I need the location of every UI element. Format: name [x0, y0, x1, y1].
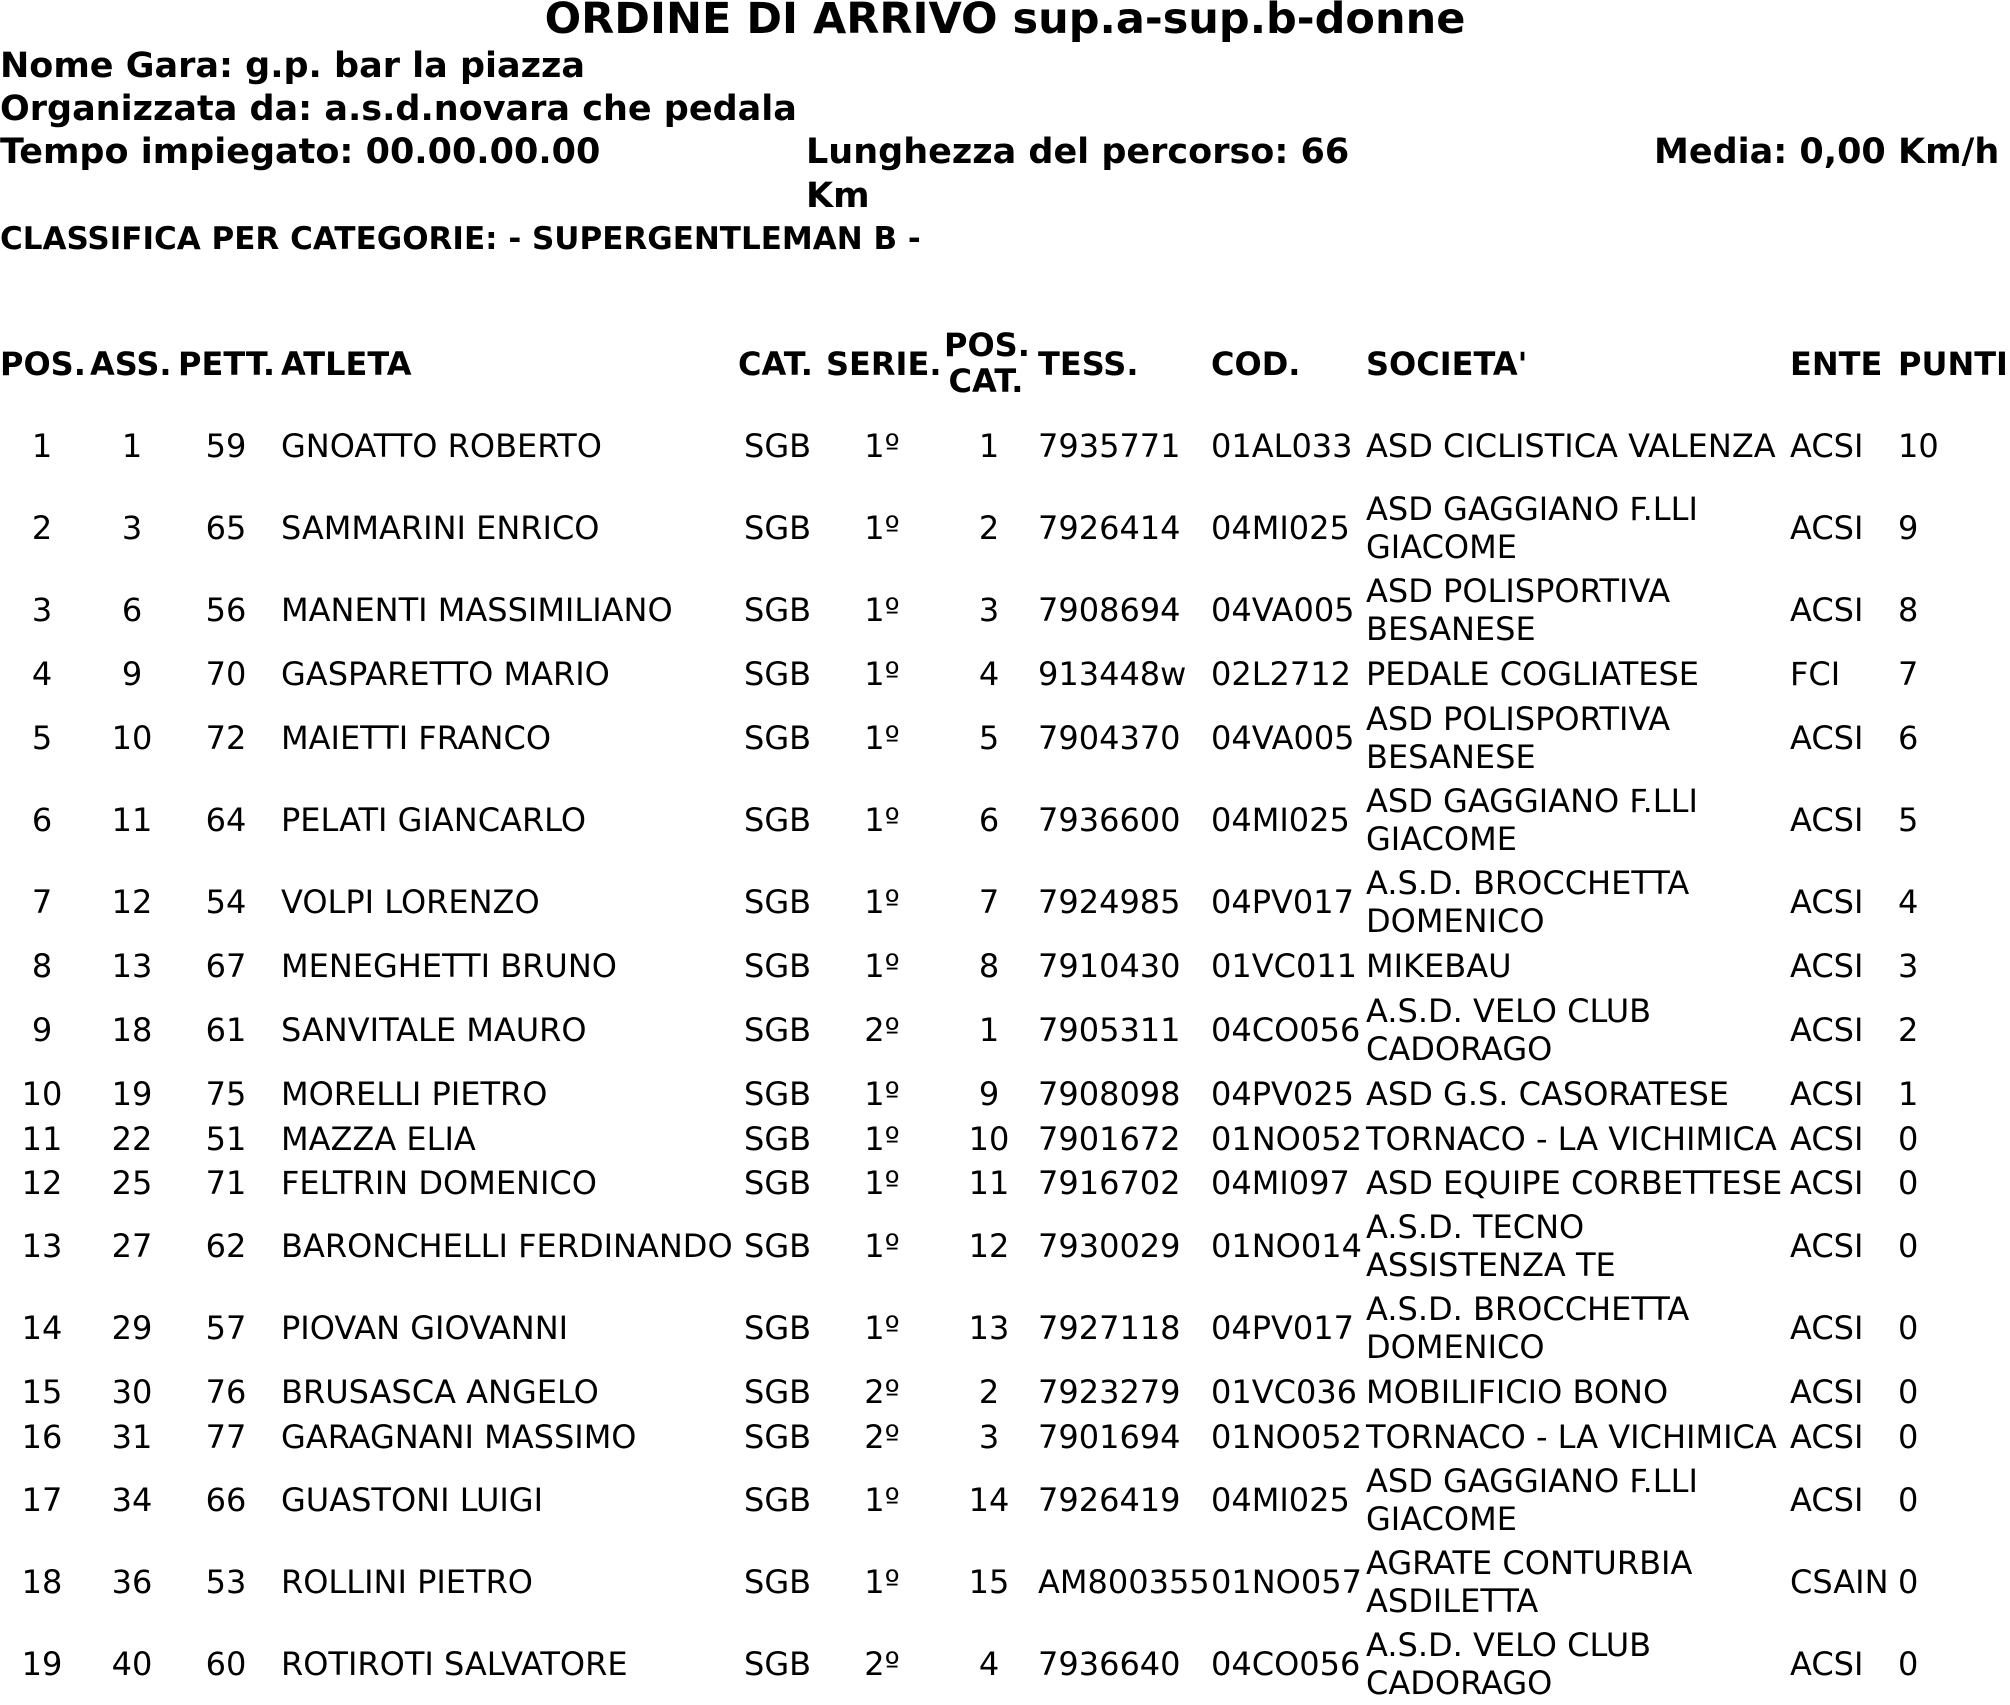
cell-cod: 01NO057	[1211, 1563, 1362, 1601]
cell-cat: SGB	[744, 1563, 812, 1601]
cell-punti: 5	[1898, 801, 1919, 839]
cell-poscat: 3	[978, 591, 1000, 629]
cell-ass: 1	[121, 427, 143, 465]
cell-serie: 2º	[864, 1373, 900, 1411]
cell-atleta: MAZZA ELIA	[281, 1120, 476, 1158]
cell-pos: 9	[31, 1011, 53, 1049]
cell-societa: A.S.D. VELO CLUB CADORAGO	[1366, 992, 1652, 1068]
cell-societa: TORNACO - LA VICHIMICA	[1366, 1418, 1777, 1456]
cell-ente: ACSI	[1790, 1373, 1864, 1411]
cell-punti: 0	[1898, 1563, 1919, 1601]
cell-serie: 1º	[864, 591, 900, 629]
cell-serie: 2º	[864, 1645, 900, 1683]
cell-cod: 04MI025	[1211, 801, 1350, 839]
cell-cat: SGB	[744, 1120, 812, 1158]
cell-poscat: 15	[968, 1563, 1010, 1601]
table-row	[0, 651, 2010, 697]
table-row	[0, 861, 2010, 943]
cell-cod: 04CO056	[1211, 1011, 1361, 1049]
cell-ente: ACSI	[1790, 509, 1864, 547]
cell-tess: 7923279	[1038, 1373, 1181, 1411]
cell-ass: 9	[121, 655, 143, 693]
cell-pos: 19	[21, 1645, 63, 1683]
cell-atleta: MANENTI MASSIMILIANO	[281, 591, 673, 629]
cell-pos: 5	[31, 719, 53, 757]
cell-pos: 14	[21, 1309, 63, 1347]
race-length: Lunghezza del percorso: 66	[806, 132, 1350, 172]
cell-atleta: FELTRIN DOMENICO	[281, 1164, 597, 1202]
cell-cod: 04MI025	[1211, 1481, 1350, 1519]
cell-poscat: 12	[968, 1227, 1010, 1265]
col-pett-header: PETT.	[178, 345, 275, 383]
cell-societa: A.S.D. VELO CLUB CADORAGO	[1366, 1626, 1652, 1702]
cell-ass: 40	[111, 1645, 153, 1683]
cell-cod: 01AL033	[1211, 427, 1353, 465]
cell-pos: 11	[21, 1120, 63, 1158]
cell-pos: 4	[31, 655, 53, 693]
cell-pos: 2	[31, 509, 53, 547]
cell-cod: 01NO052	[1211, 1120, 1362, 1158]
cell-serie: 2º	[864, 1418, 900, 1456]
cell-punti: 0	[1898, 1645, 1919, 1683]
cell-poscat: 8	[978, 947, 1000, 985]
cell-cat: SGB	[744, 509, 812, 547]
cell-pett: 60	[205, 1645, 247, 1683]
cell-pett: 54	[205, 883, 247, 921]
cell-societa: AGRATE CONTURBIA ASDILETTA	[1366, 1544, 1693, 1620]
cell-pett: 65	[205, 509, 247, 547]
cell-atleta: MORELLI PIETRO	[281, 1075, 548, 1113]
cell-ente: ACSI	[1790, 719, 1864, 757]
table-row	[0, 1071, 2010, 1117]
table-row	[0, 779, 2010, 861]
table-row	[0, 1459, 2010, 1541]
cell-pos: 3	[31, 591, 53, 629]
cell-pett: 62	[205, 1227, 247, 1265]
col-poscat-header-line1: POS.	[944, 326, 1030, 364]
col-poscat-header-line2: CAT.	[948, 362, 1024, 400]
cell-serie: 1º	[864, 655, 900, 693]
cell-atleta: PELATI GIANCARLO	[281, 801, 587, 839]
cell-pos: 16	[21, 1418, 63, 1456]
col-cod-header: COD.	[1211, 345, 1301, 383]
cell-cod: 01NO052	[1211, 1418, 1362, 1456]
cell-cat: SGB	[744, 1309, 812, 1347]
cell-pos: 15	[21, 1373, 63, 1411]
cell-poscat: 1	[978, 427, 1000, 465]
cell-punti: 0	[1898, 1481, 1919, 1519]
col-societa-header: SOCIETA'	[1366, 345, 1528, 383]
cell-ass: 10	[111, 719, 153, 757]
cell-poscat: 13	[968, 1309, 1010, 1347]
cell-ass: 27	[111, 1227, 153, 1265]
cell-cod: 01VC036	[1211, 1373, 1358, 1411]
cell-punti: 0	[1898, 1309, 1919, 1347]
cell-pett: 70	[205, 655, 247, 693]
cell-cat: SGB	[744, 947, 812, 985]
cell-societa: A.S.D. BROCCHETTA DOMENICO	[1366, 864, 1690, 940]
cell-poscat: 2	[978, 509, 1000, 547]
cell-pett: 51	[205, 1120, 247, 1158]
table-row	[0, 1287, 2010, 1369]
cell-ass: 12	[111, 883, 153, 921]
cell-poscat: 5	[978, 719, 1000, 757]
cell-cod: 04PV017	[1211, 1309, 1354, 1347]
cell-atleta: GASPARETTO MARIO	[281, 655, 610, 693]
cell-atleta: BARONCHELLI FERDINANDO	[281, 1227, 733, 1265]
cell-poscat: 4	[978, 1645, 1000, 1683]
cell-cod: 04MI097	[1211, 1164, 1350, 1202]
cell-societa: A.S.D. BROCCHETTA DOMENICO	[1366, 1290, 1690, 1366]
cell-societa: MOBILIFICIO BONO	[1366, 1373, 1669, 1411]
cell-punti: 9	[1898, 509, 1919, 547]
cell-ente: ACSI	[1790, 1481, 1864, 1519]
cell-tess: 7908098	[1038, 1075, 1181, 1113]
cell-cod: 02L2712	[1211, 655, 1351, 693]
col-cat-header: CAT.	[738, 345, 813, 383]
cell-ass: 6	[121, 591, 143, 629]
cell-punti: 1	[1898, 1075, 1919, 1113]
cell-pos: 1	[31, 427, 53, 465]
cell-societa: ASD GAGGIANO F.LLI GIACOME	[1366, 1462, 1698, 1538]
cell-atleta: SAMMARINI ENRICO	[281, 509, 600, 547]
race-time: Tempo impiegato: 00.00.00.00	[0, 132, 601, 172]
cell-ente: CSAIN	[1790, 1563, 1889, 1601]
table-row	[0, 1415, 2010, 1459]
cell-tess: 913448w	[1038, 655, 1187, 693]
cell-poscat: 11	[968, 1164, 1010, 1202]
cell-ass: 30	[111, 1373, 153, 1411]
cell-serie: 1º	[864, 719, 900, 757]
cell-pett: 75	[205, 1075, 247, 1113]
table-row	[0, 1541, 2010, 1623]
table-row	[0, 943, 2010, 989]
cell-serie: 1º	[864, 1075, 900, 1113]
cell-tess: 7930029	[1038, 1227, 1181, 1265]
cell-ass: 22	[111, 1120, 153, 1158]
cell-punti: 10	[1898, 427, 1939, 465]
cell-societa: MIKEBAU	[1366, 947, 1512, 985]
cell-punti: 4	[1898, 883, 1919, 921]
table-row	[0, 1623, 2010, 1705]
cell-poscat: 10	[968, 1120, 1010, 1158]
cell-atleta: MAIETTI FRANCO	[281, 719, 551, 757]
cell-tess: 7901672	[1038, 1120, 1181, 1158]
cell-punti: 0	[1898, 1227, 1919, 1265]
cell-cat: SGB	[744, 427, 812, 465]
cell-cat: SGB	[744, 1418, 812, 1456]
cell-pett: 71	[205, 1164, 247, 1202]
cell-serie: 2º	[864, 1011, 900, 1049]
cell-pos: 12	[21, 1164, 63, 1202]
cell-ente: ACSI	[1790, 1309, 1864, 1347]
table-row	[0, 1117, 2010, 1161]
cell-cod: 04VA005	[1211, 719, 1355, 757]
cell-pett: 77	[205, 1418, 247, 1456]
cell-poscat: 4	[978, 655, 1000, 693]
cell-serie: 1º	[864, 509, 900, 547]
cell-societa: ASD POLISPORTIVA BESANESE	[1366, 572, 1671, 648]
cell-cat: SGB	[744, 655, 812, 693]
cell-atleta: BRUSASCA ANGELO	[281, 1373, 599, 1411]
cell-tess: 7924985	[1038, 883, 1181, 921]
cell-cat: SGB	[744, 1645, 812, 1683]
cell-punti: 3	[1898, 947, 1919, 985]
cell-pett: 72	[205, 719, 247, 757]
cell-serie: 1º	[864, 1309, 900, 1347]
cell-serie: 1º	[864, 1120, 900, 1158]
cell-atleta: GARAGNANI MASSIMO	[281, 1418, 637, 1456]
cell-punti: 0	[1898, 1164, 1919, 1202]
cell-pos: 17	[21, 1481, 63, 1519]
cell-tess: AM800355	[1038, 1563, 1210, 1601]
cell-cod: 04PV017	[1211, 883, 1354, 921]
cell-pos: 7	[31, 883, 53, 921]
cell-cat: SGB	[744, 1011, 812, 1049]
cell-punti: 2	[1898, 1011, 1919, 1049]
cell-ente: ACSI	[1790, 1418, 1864, 1456]
cell-ente: ACSI	[1790, 1645, 1864, 1683]
cell-cat: SGB	[744, 1227, 812, 1265]
cell-punti: 0	[1898, 1120, 1919, 1158]
cell-tess: 7908694	[1038, 591, 1181, 629]
cell-tess: 7927118	[1038, 1309, 1181, 1347]
cell-pos: 13	[21, 1227, 63, 1265]
cell-cod: 01VC011	[1211, 947, 1358, 985]
cell-serie: 1º	[864, 883, 900, 921]
cell-ente: ACSI	[1790, 883, 1864, 921]
cell-ente: ACSI	[1790, 1011, 1864, 1049]
cell-pos: 18	[21, 1563, 63, 1601]
page-title: ORDINE DI ARRIVO sup.a-sup.b-donne	[544, 0, 1466, 44]
col-punti-header: PUNTI	[1898, 345, 2008, 383]
cell-tess: 7935771	[1038, 427, 1181, 465]
cell-punti: 6	[1898, 719, 1919, 757]
table-row	[0, 1205, 2010, 1287]
table-row	[0, 405, 2010, 487]
cell-poscat: 7	[978, 883, 1000, 921]
cell-serie: 1º	[864, 1164, 900, 1202]
cell-ass: 34	[111, 1481, 153, 1519]
cell-tess: 7916702	[1038, 1164, 1181, 1202]
cell-atleta: ROLLINI PIETRO	[281, 1563, 533, 1601]
cell-punti: 0	[1898, 1373, 1919, 1411]
cell-ente: ACSI	[1790, 1120, 1864, 1158]
cell-cod: 04VA005	[1211, 591, 1355, 629]
cell-atleta: VOLPI LORENZO	[281, 883, 540, 921]
cell-pett: 53	[205, 1563, 247, 1601]
cell-punti: 7	[1898, 655, 1919, 693]
cell-tess: 7936640	[1038, 1645, 1181, 1683]
cell-punti: 8	[1898, 591, 1919, 629]
race-organizer: Organizzata da: a.s.d.novara che pedala	[0, 89, 797, 129]
cell-poscat: 14	[968, 1481, 1010, 1519]
col-atleta-header: ATLETA	[281, 345, 412, 383]
cell-ente: ACSI	[1790, 801, 1864, 839]
cell-ass: 13	[111, 947, 153, 985]
cell-pett: 56	[205, 591, 247, 629]
cell-poscat: 3	[978, 1418, 1000, 1456]
cell-ass: 3	[121, 509, 143, 547]
col-ass-header: ASS.	[90, 345, 172, 383]
cell-cod: 01NO014	[1211, 1227, 1362, 1265]
cell-societa: ASD POLISPORTIVA BESANESE	[1366, 700, 1671, 776]
cell-tess: 7936600	[1038, 801, 1181, 839]
cell-cat: SGB	[744, 1373, 812, 1411]
category-title: CLASSIFICA PER CATEGORIE: - SUPERGENTLEMAN B -	[0, 221, 921, 257]
cell-cod: 04PV025	[1211, 1075, 1354, 1113]
col-serie-header: SERIE.	[826, 345, 942, 383]
cell-societa: ASD GAGGIANO F.LLI GIACOME	[1366, 490, 1698, 566]
race-length-unit: Km	[806, 176, 870, 216]
col-tess-header: TESS.	[1038, 345, 1139, 383]
cell-punti: 0	[1898, 1418, 1919, 1456]
cell-societa: ASD GAGGIANO F.LLI GIACOME	[1366, 782, 1698, 858]
table-row	[0, 989, 2010, 1071]
cell-cat: SGB	[744, 719, 812, 757]
cell-atleta: GUASTONI LUIGI	[281, 1481, 544, 1519]
cell-pett: 67	[205, 947, 247, 985]
cell-ente: ACSI	[1790, 591, 1864, 629]
cell-ass: 11	[111, 801, 153, 839]
cell-pett: 64	[205, 801, 247, 839]
cell-societa: A.S.D. TECNO ASSISTENZA TE	[1366, 1208, 1616, 1284]
cell-ass: 31	[111, 1418, 153, 1456]
cell-pos: 8	[31, 947, 53, 985]
cell-ass: 18	[111, 1011, 153, 1049]
cell-pett: 61	[205, 1011, 247, 1049]
cell-pos: 10	[21, 1075, 63, 1113]
cell-ente: ACSI	[1790, 427, 1864, 465]
cell-serie: 1º	[864, 427, 900, 465]
cell-societa: ASD CICLISTICA VALENZA	[1366, 427, 1776, 465]
cell-serie: 1º	[864, 1563, 900, 1601]
cell-cod: 04MI025	[1211, 509, 1350, 547]
cell-ente: ACSI	[1790, 947, 1864, 985]
cell-serie: 1º	[864, 1227, 900, 1265]
col-ente-header: ENTE	[1790, 345, 1883, 383]
cell-pett: 76	[205, 1373, 247, 1411]
cell-atleta: MENEGHETTI BRUNO	[281, 947, 617, 985]
race-average: Media: 0,00 Km/h	[1654, 132, 2000, 172]
col-pos-header: POS.	[0, 345, 86, 383]
cell-cat: SGB	[744, 1481, 812, 1519]
cell-societa: ASD EQUIPE CORBETTESE	[1366, 1164, 1783, 1202]
table-row	[0, 1369, 2010, 1415]
cell-tess: 7926414	[1038, 509, 1181, 547]
cell-cod: 04CO056	[1211, 1645, 1361, 1683]
cell-pett: 57	[205, 1309, 247, 1347]
cell-atleta: GNOATTO ROBERTO	[281, 427, 602, 465]
cell-serie: 1º	[864, 801, 900, 839]
cell-cat: SGB	[744, 1164, 812, 1202]
cell-ass: 29	[111, 1309, 153, 1347]
cell-societa: ASD G.S. CASORATESE	[1366, 1075, 1730, 1113]
cell-ente: ACSI	[1790, 1227, 1864, 1265]
table-row	[0, 1161, 2010, 1205]
cell-cat: SGB	[744, 591, 812, 629]
cell-pett: 59	[205, 427, 247, 465]
cell-societa: TORNACO - LA VICHIMICA	[1366, 1120, 1777, 1158]
cell-pos: 6	[31, 801, 53, 839]
cell-poscat: 1	[978, 1011, 1000, 1049]
cell-cat: SGB	[744, 801, 812, 839]
cell-ass: 19	[111, 1075, 153, 1113]
cell-societa: PEDALE COGLIATESE	[1366, 655, 1699, 693]
cell-serie: 1º	[864, 1481, 900, 1519]
cell-atleta: ROTIROTI SALVATORE	[281, 1645, 628, 1683]
cell-ente: FCI	[1790, 655, 1841, 693]
cell-poscat: 9	[978, 1075, 1000, 1113]
table-row	[0, 569, 2010, 651]
cell-tess: 7910430	[1038, 947, 1181, 985]
cell-poscat: 6	[978, 801, 1000, 839]
col-poscat-header	[944, 327, 1028, 399]
cell-poscat: 2	[978, 1373, 1000, 1411]
table-row	[0, 697, 2010, 779]
cell-pett: 66	[205, 1481, 247, 1519]
cell-ass: 36	[111, 1563, 153, 1601]
cell-tess: 7904370	[1038, 719, 1181, 757]
cell-atleta: SANVITALE MAURO	[281, 1011, 587, 1049]
cell-tess: 7926419	[1038, 1481, 1181, 1519]
cell-ente: ACSI	[1790, 1075, 1864, 1113]
cell-atleta: PIOVAN GIOVANNI	[281, 1309, 569, 1347]
cell-cat: SGB	[744, 1075, 812, 1113]
cell-cat: SGB	[744, 883, 812, 921]
table-row	[0, 487, 2010, 569]
cell-tess: 7905311	[1038, 1011, 1181, 1049]
cell-tess: 7901694	[1038, 1418, 1181, 1456]
cell-ass: 25	[111, 1164, 153, 1202]
cell-ente: ACSI	[1790, 1164, 1864, 1202]
race-name: Nome Gara: g.p. bar la piazza	[0, 46, 585, 86]
cell-serie: 1º	[864, 947, 900, 985]
